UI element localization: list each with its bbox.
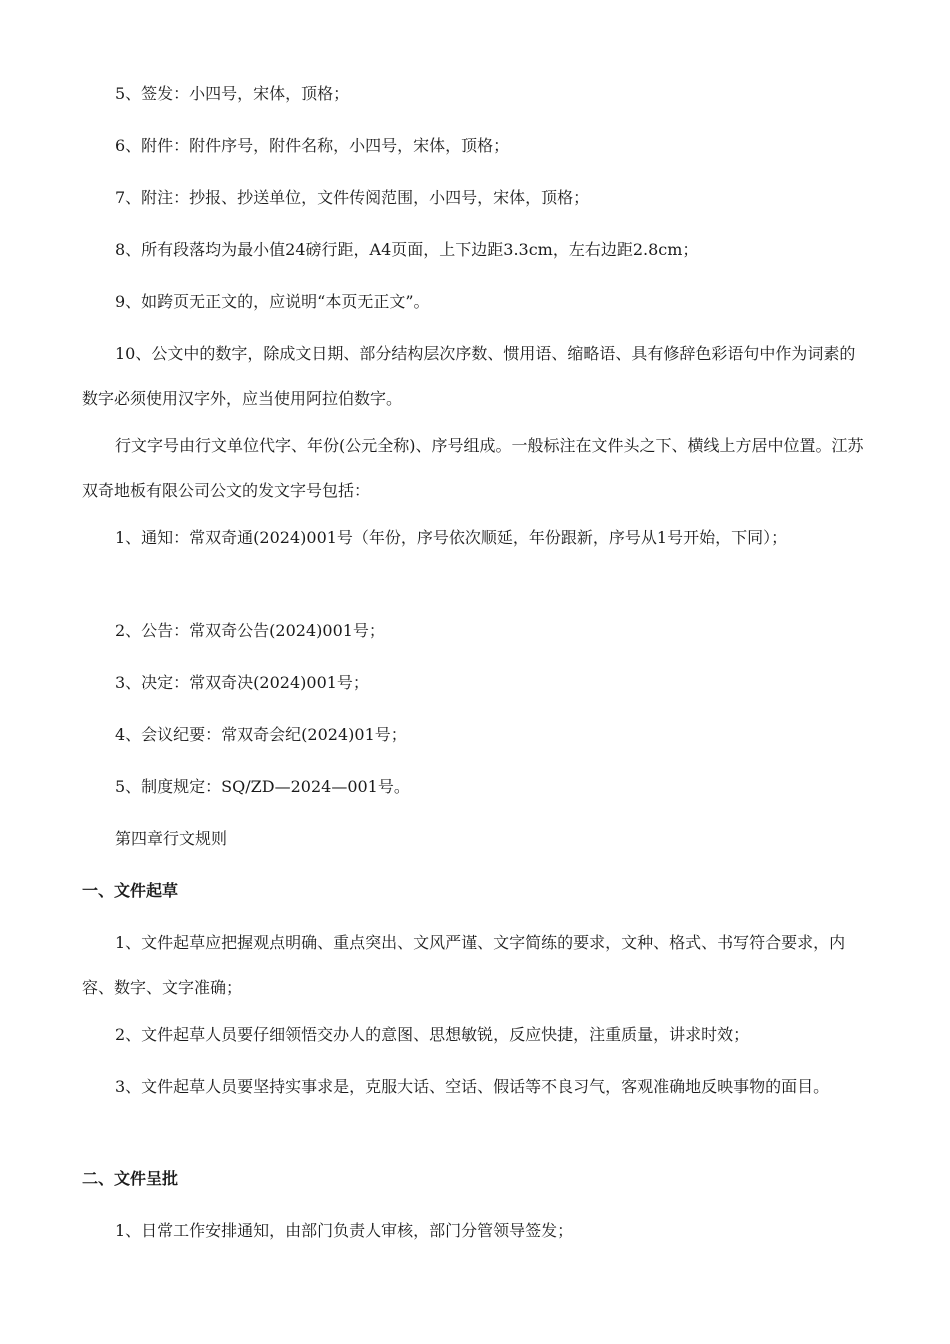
paragraph-notice-number: 1、通知：常双奇通(2024)001号（年份，序号依次顺延，年份跟新，序号从1号开始，下同）； — [115, 528, 788, 547]
section-heading-approval: 二、文件呈批 — [82, 1169, 179, 1188]
approval-item-1: 1、日常工作安排通知，由部门负责人审核，部门分管领导签发； — [115, 1221, 574, 1240]
paragraph-note: 7、附注：抄报、抄送单位，文件传阅范围，小四号，宋体，顶格； — [115, 188, 590, 207]
paragraph-spacing: 8、所有段落均为最小值24磅行距，A4页面，上下边距3.3cm，左右边距2.8cm； — [115, 240, 699, 259]
drafting-item-3: 3、文件起草人员要坚持实事求是，克服大话、空话、假话等不良习气，客观准确地反映事物的面目。 — [115, 1077, 830, 1096]
paragraph-signing: 5、签发：小四号，宋体，顶格； — [115, 84, 350, 103]
drafting-item-2: 2、文件起草人员要仔细领悟交办人的意图、思想敏锐，反应快捷，注重质量，讲求时效； — [115, 1025, 750, 1044]
paragraph-doc-number: 行文字号由行文单位代字、年份(公元全称)、序号组成。一般标注在文件头之下、横线上方居中位置。江苏双奇地板有限公司公文的发文字号包括： — [82, 436, 864, 500]
paragraph-blank-page: 9、如跨页无正文的，应说明“本页无正文”。 — [115, 292, 430, 311]
paragraph-decision-number: 3、决定：常双奇决(2024)001号； — [115, 673, 369, 692]
section-heading-drafting: 一、文件起草 — [82, 881, 179, 900]
paragraph-announcement-number: 2、公告：常双奇公告(2024)001号； — [115, 621, 385, 640]
paragraph-attachment: 6、附件：附件序号，附件名称，小四号，宋体，顶格； — [115, 136, 510, 155]
drafting-item-1: 1、文件起草应把握观点明确、重点突出、文风严谨、文字简练的要求，文种、格式、书写符合要求，内容、数字、文字准确； — [82, 933, 846, 997]
paragraph-numbers: 10、公文中的数字，除成文日期、部分结构层次序数、惯用语、缩略语、具有修辞色彩语句中作为词素的数字必须使用汉字外，应当使用阿拉伯数字。 — [82, 344, 856, 408]
paragraph-regulation-number: 5、制度规定：SQ/ZD—2024—001号。 — [115, 777, 410, 796]
chapter-title: 第四章行文规则 — [115, 829, 228, 848]
paragraph-minutes-number: 4、会议纪要：常双奇会纪(2024)01号； — [115, 725, 407, 744]
